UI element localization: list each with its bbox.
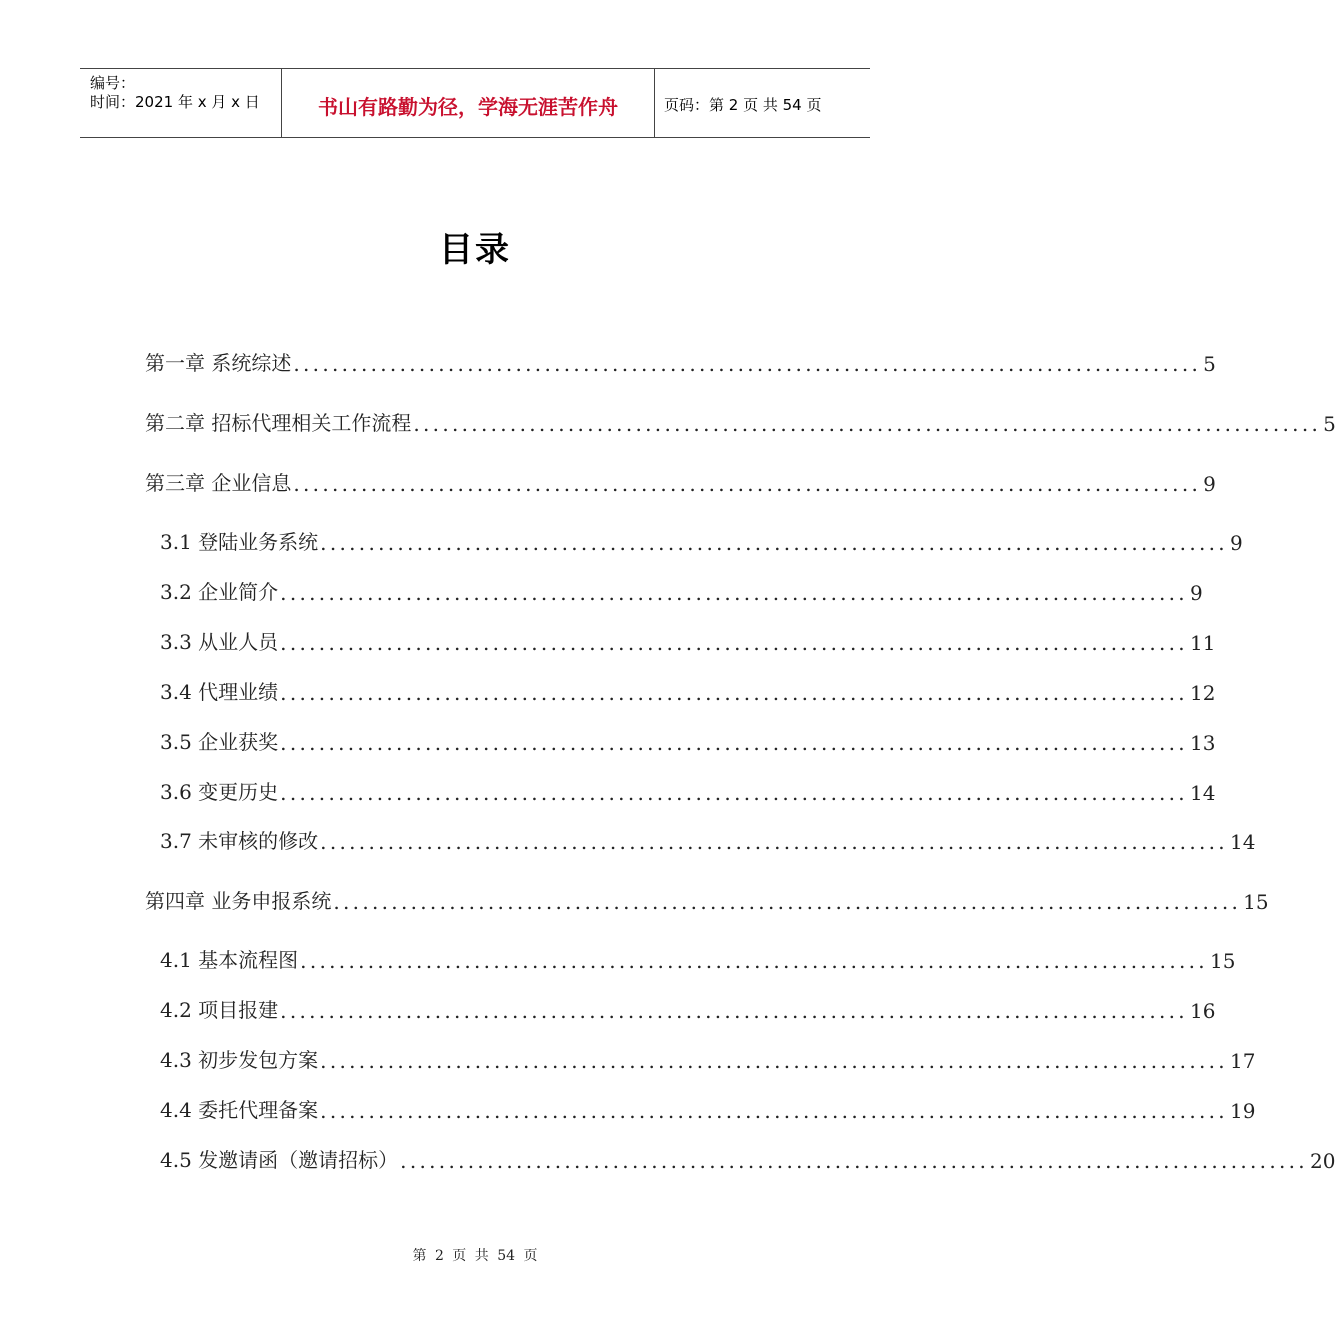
header-code-label: 编号： <box>90 74 136 92</box>
toc-entry-text: 3.7 未审核的修改 <box>160 829 319 853</box>
toc-entry[interactable] <box>160 625 1216 655</box>
toc-entry-page: 13 <box>1189 731 1216 755</box>
toc-entry[interactable] <box>160 675 1216 705</box>
toc-entry-page: 20 <box>1309 1149 1336 1173</box>
header-slogan: 书山有路勤为径，学海无涯苦作舟 <box>318 95 618 119</box>
toc-entry-text: 3.6 变更历史 <box>160 780 279 804</box>
toc-entry-text: 4.1 基本流程图 <box>160 948 299 972</box>
toc-entry-text: 3.2 企业简介 <box>160 580 279 604</box>
header-middle-cell <box>281 69 655 137</box>
toc-entry[interactable] <box>160 1093 1256 1123</box>
toc-entry[interactable] <box>160 1043 1256 1073</box>
toc-leader-dots: .............................................................................................. <box>320 1049 1228 1073</box>
toc-entry-page: 15 <box>1209 949 1236 973</box>
toc-entry[interactable] <box>160 525 1243 555</box>
toc-entry-page: 12 <box>1189 681 1216 705</box>
toc-entry-page: 14 <box>1189 781 1216 805</box>
toc-leader-dots: .............................................................................................. <box>320 531 1228 555</box>
toc-entry-page: 5 <box>1203 352 1216 376</box>
toc-leader-dots: .............................................................................................. <box>400 1149 1308 1173</box>
toc-entry-page: 9 <box>1203 472 1216 496</box>
toc-leader-dots: .............................................................................................. <box>280 631 1188 655</box>
toc-entry[interactable] <box>160 725 1216 755</box>
toc-leader-dots: .............................................................................................. <box>293 472 1202 496</box>
header-left-cell <box>80 69 281 137</box>
toc-entry[interactable] <box>160 775 1216 805</box>
toc-leader-dots: .............................................................................................. <box>280 681 1188 705</box>
toc-entry-text: 第二章 招标代理相关工作流程 <box>145 411 412 435</box>
toc-leader-dots: .............................................................................................. <box>293 352 1202 376</box>
toc-title: 目录 <box>439 230 511 270</box>
toc-entry-text: 4.2 项目报建 <box>160 998 279 1022</box>
toc-entry-page: 15 <box>1243 890 1269 914</box>
toc-leader-dots: .............................................................................................. <box>280 581 1188 605</box>
toc-entry[interactable] <box>145 884 1269 914</box>
toc-entry-text: 第四章 业务申报系统 <box>145 889 332 913</box>
page-footer: 第 2 页 共 54 页 <box>412 1248 538 1264</box>
toc-entry[interactable] <box>145 406 1336 436</box>
toc-entry[interactable] <box>160 575 1203 605</box>
toc-entry-page: 5 <box>1323 412 1336 436</box>
toc-leader-dots: .............................................................................................. <box>333 890 1242 914</box>
header-page-label: 页码：第 2 页 共 54 页 <box>664 96 822 114</box>
toc-entry-page: 16 <box>1189 999 1216 1023</box>
toc-leader-dots: .............................................................................................. <box>280 781 1188 805</box>
toc-entry[interactable] <box>160 1143 1336 1173</box>
toc-entry[interactable] <box>160 824 1256 854</box>
toc-entry-page: 11 <box>1189 631 1216 655</box>
toc-entry-text: 3.1 登陆业务系统 <box>160 530 319 554</box>
toc-leader-dots: .............................................................................................. <box>320 1099 1228 1123</box>
page-header <box>80 68 870 138</box>
toc-leader-dots: .............................................................................................. <box>300 949 1208 973</box>
toc-entry[interactable] <box>145 466 1216 496</box>
toc-entry[interactable] <box>145 346 1216 376</box>
toc-entry-page: 9 <box>1229 531 1243 555</box>
toc-entry-page: 14 <box>1229 830 1256 854</box>
toc-entry-text: 4.5 发邀请函（邀请招标） <box>160 1148 399 1172</box>
toc-entry-text: 第一章 系统综述 <box>145 351 292 375</box>
toc-leader-dots: .............................................................................................. <box>320 830 1228 854</box>
toc-entry-text: 4.4 委托代理备案 <box>160 1098 319 1122</box>
toc-entry-text: 3.5 企业获奖 <box>160 730 279 754</box>
toc-entry[interactable] <box>160 993 1216 1023</box>
toc-leader-dots: .............................................................................................. <box>280 731 1188 755</box>
toc-leader-dots: .............................................................................................. <box>413 412 1322 436</box>
toc-entry-text: 3.4 代理业绩 <box>160 680 279 704</box>
toc-entry-text: 第三章 企业信息 <box>145 471 292 495</box>
header-right-cell <box>654 69 870 137</box>
toc-entry-page: 19 <box>1229 1099 1256 1123</box>
toc-entry[interactable] <box>160 943 1236 973</box>
toc-entry-page: 17 <box>1229 1049 1256 1073</box>
toc-leader-dots: .............................................................................................. <box>280 999 1188 1023</box>
toc-entry-text: 3.3 从业人员 <box>160 630 279 654</box>
toc-entry-text: 4.3 初步发包方案 <box>160 1048 319 1072</box>
toc-entry-page: 9 <box>1189 581 1203 605</box>
header-time-label: 时间：2021 年 x 月 x 日 <box>90 93 260 111</box>
